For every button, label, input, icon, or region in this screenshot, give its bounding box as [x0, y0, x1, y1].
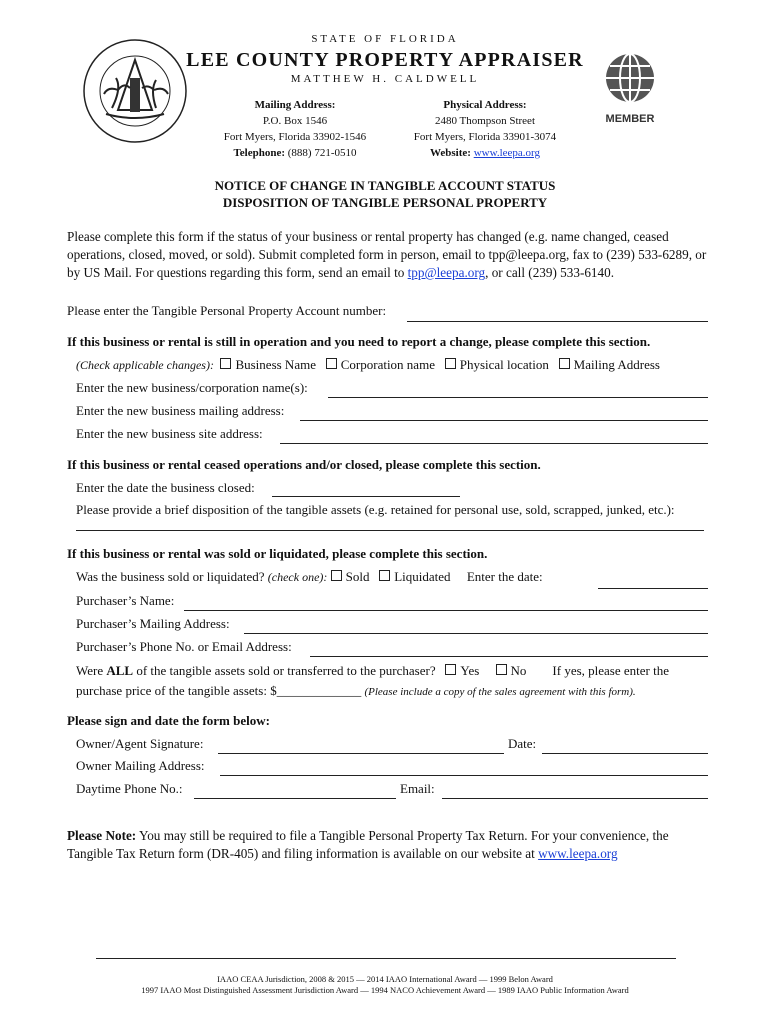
all-assets-bold: ALL — [106, 663, 134, 678]
website-line — [390, 145, 580, 161]
owner-email-field[interactable] — [442, 798, 708, 799]
mailing-label: Mailing Address: — [254, 99, 336, 111]
new-mailing-address-label: Enter the new business mailing address: — [76, 403, 285, 418]
notice-title-line1: NOTICE OF CHANGE IN TANGIBLE ACCOUNT STATUS — [214, 178, 556, 193]
telephone-line — [200, 145, 390, 161]
section1-checks — [76, 357, 660, 373]
intro-text-end: , or call (239) 533-6140. — [485, 265, 615, 280]
liquidated-checkbox[interactable] — [379, 570, 390, 581]
option-business-name: Business Name — [235, 357, 316, 372]
note-website-link[interactable]: www.leepa.org — [538, 846, 618, 861]
telephone-value: (888) 721-0510 — [287, 147, 357, 159]
office-title: LEE COUNTY PROPERTY APPRAISER — [186, 49, 584, 71]
footer-divider — [96, 958, 676, 959]
new-site-address-label: Enter the new business site address: — [76, 426, 263, 441]
daytime-phone-field[interactable] — [194, 798, 396, 799]
corporation-name-checkbox[interactable] — [326, 358, 337, 369]
sign-date-field[interactable] — [542, 753, 708, 754]
member-label: MEMBER — [605, 113, 655, 125]
account-number-field[interactable] — [407, 321, 708, 322]
all-assets-pre: Were — [76, 663, 107, 678]
no-checkbox[interactable] — [496, 664, 507, 675]
physical-line1: 2480 Thompson Street — [434, 115, 535, 127]
signature-field[interactable] — [218, 753, 504, 754]
footer-line2: 1997 IAAO Most Distinguished Assessment Jurisdiction Award — 1994 NACO Achievement Award — 1989 IAAO Public Information Award — [141, 985, 629, 995]
physical-label: Physical Address: — [443, 99, 527, 111]
yes-option: Yes — [460, 663, 480, 678]
new-business-name-label: Enter the new business/corporation name(s): — [76, 380, 308, 395]
section2-heading: If this business or rental ceased operations and/or closed, please complete this section. — [67, 457, 541, 472]
check-one-label: (check one): — [267, 570, 328, 584]
mailing-address-checkbox[interactable] — [559, 358, 570, 369]
please-note-text: You may still be required to file a Tangible Personal Property Tax Return. For your convenience, the Tangible Tax Return form (DR-405) and filing information is available on our website at — [67, 828, 669, 861]
option-mailing-address: Mailing Address — [573, 357, 660, 372]
section1-heading: If this business or rental is still in operation and you need to report a change, please complete this section. — [67, 334, 651, 349]
date-closed-field[interactable] — [272, 496, 460, 497]
new-mailing-address-field[interactable] — [300, 420, 708, 421]
purchaser-address-label: Purchaser’s Mailing Address: — [76, 616, 230, 631]
owner-email-label: Email: — [400, 781, 435, 796]
sign-date-label: Date: — [508, 736, 537, 751]
liquidated-option: Liquidated — [394, 569, 451, 584]
sale-date-label: Enter the date: — [466, 569, 543, 584]
mailing-line2: Fort Myers, Florida 33902-1546 — [223, 131, 367, 143]
purchaser-name-field[interactable] — [184, 610, 708, 611]
purchaser-name-label: Purchaser’s Name: — [76, 593, 175, 608]
check-applicable-label: (Check applicable changes): — [76, 358, 214, 372]
new-site-address-field[interactable] — [280, 443, 708, 444]
please-note-label: Please Note: — [67, 828, 137, 843]
website-label: Website: — [430, 147, 471, 159]
no-option: No — [510, 663, 527, 678]
notice-title — [0, 177, 770, 211]
purchase-price-note: (Please include a copy of the sales agreement with this form). — [364, 686, 636, 698]
intro-paragraph — [67, 228, 709, 282]
all-assets-post: of the tangible assets sold or transferred to the purchaser? — [133, 663, 436, 678]
daytime-phone-label: Daytime Phone No.: — [76, 781, 183, 796]
if-yes-label: If yes, please enter the — [552, 663, 670, 678]
signature-label: Owner/Agent Signature: — [76, 736, 204, 751]
purchase-price-row — [76, 683, 636, 699]
date-closed-label: Enter the date the business closed: — [76, 480, 255, 495]
globe-icon — [602, 50, 658, 106]
disposition-label: Please provide a brief disposition of the tangible assets (e.g. retained for personal use, sold, scrapped, junked, etc.): — [76, 502, 675, 517]
option-physical-location: Physical location — [459, 357, 549, 372]
section3-heading: If this business or rental was sold or liquidated, please complete this section. — [67, 546, 488, 561]
physical-location-checkbox[interactable] — [445, 358, 456, 369]
appraiser-name: MATTHEW H. CALDWELL — [290, 73, 480, 85]
disposition-field[interactable] — [76, 530, 704, 531]
yes-checkbox[interactable] — [445, 664, 456, 675]
sold-question-row — [76, 569, 543, 585]
purchaser-address-field[interactable] — [244, 633, 708, 634]
sold-question: Was the business sold or liquidated? — [76, 569, 265, 584]
owner-mailing-field[interactable] — [220, 775, 708, 776]
sale-date-field[interactable] — [598, 588, 708, 589]
member-globe-logo — [600, 50, 660, 130]
purchaser-phone-field[interactable] — [310, 656, 708, 657]
intro-text: Please complete this form if the status of your business or rental property has changed (e.g. name changed, ceased operations, closed, moved, or sold). Submit completed form in person, email to tpp@leepa.org, fax to (239) 533-6289, or by US Mail. For questions regarding this form, send an email to — [67, 229, 707, 280]
mailing-line1: P.O. Box 1546 — [262, 115, 328, 127]
please-note-paragraph — [67, 827, 712, 863]
telephone-label: Telephone: — [233, 147, 286, 159]
sold-option: Sold — [345, 569, 370, 584]
notice-title-line2: DISPOSITION OF TANGIBLE PERSONAL PROPERTY — [222, 195, 548, 210]
new-business-name-field[interactable] — [328, 397, 708, 398]
owner-mailing-label: Owner Mailing Address: — [76, 758, 205, 773]
intro-email-link[interactable]: tpp@leepa.org — [407, 265, 486, 280]
all-assets-question — [76, 663, 669, 679]
purchaser-phone-label: Purchaser’s Phone No. or Email Address: — [76, 639, 292, 654]
footer-line1: IAAO CEAA Jurisdiction, 2008 & 2015 — 2014 IAAO International Award — 1999 Belon Award — [217, 974, 553, 984]
physical-line2: Fort Myers, Florida 33901-3074 — [413, 131, 557, 143]
sold-checkbox[interactable] — [331, 570, 342, 581]
option-corporation-name: Corporation name — [340, 357, 435, 372]
section4-heading: Please sign and date the form below: — [67, 713, 270, 728]
website-link[interactable]: www.leepa.org — [473, 147, 540, 159]
state-label: STATE OF FLORIDA — [311, 33, 459, 45]
mailing-address-block — [200, 97, 390, 145]
purchase-price-label: purchase price of the tangible assets: $_____________ — [76, 683, 362, 698]
physical-address-block — [390, 97, 580, 145]
business-name-checkbox[interactable] — [220, 358, 231, 369]
account-number-label: Please enter the Tangible Personal Property Account number: — [67, 303, 387, 318]
